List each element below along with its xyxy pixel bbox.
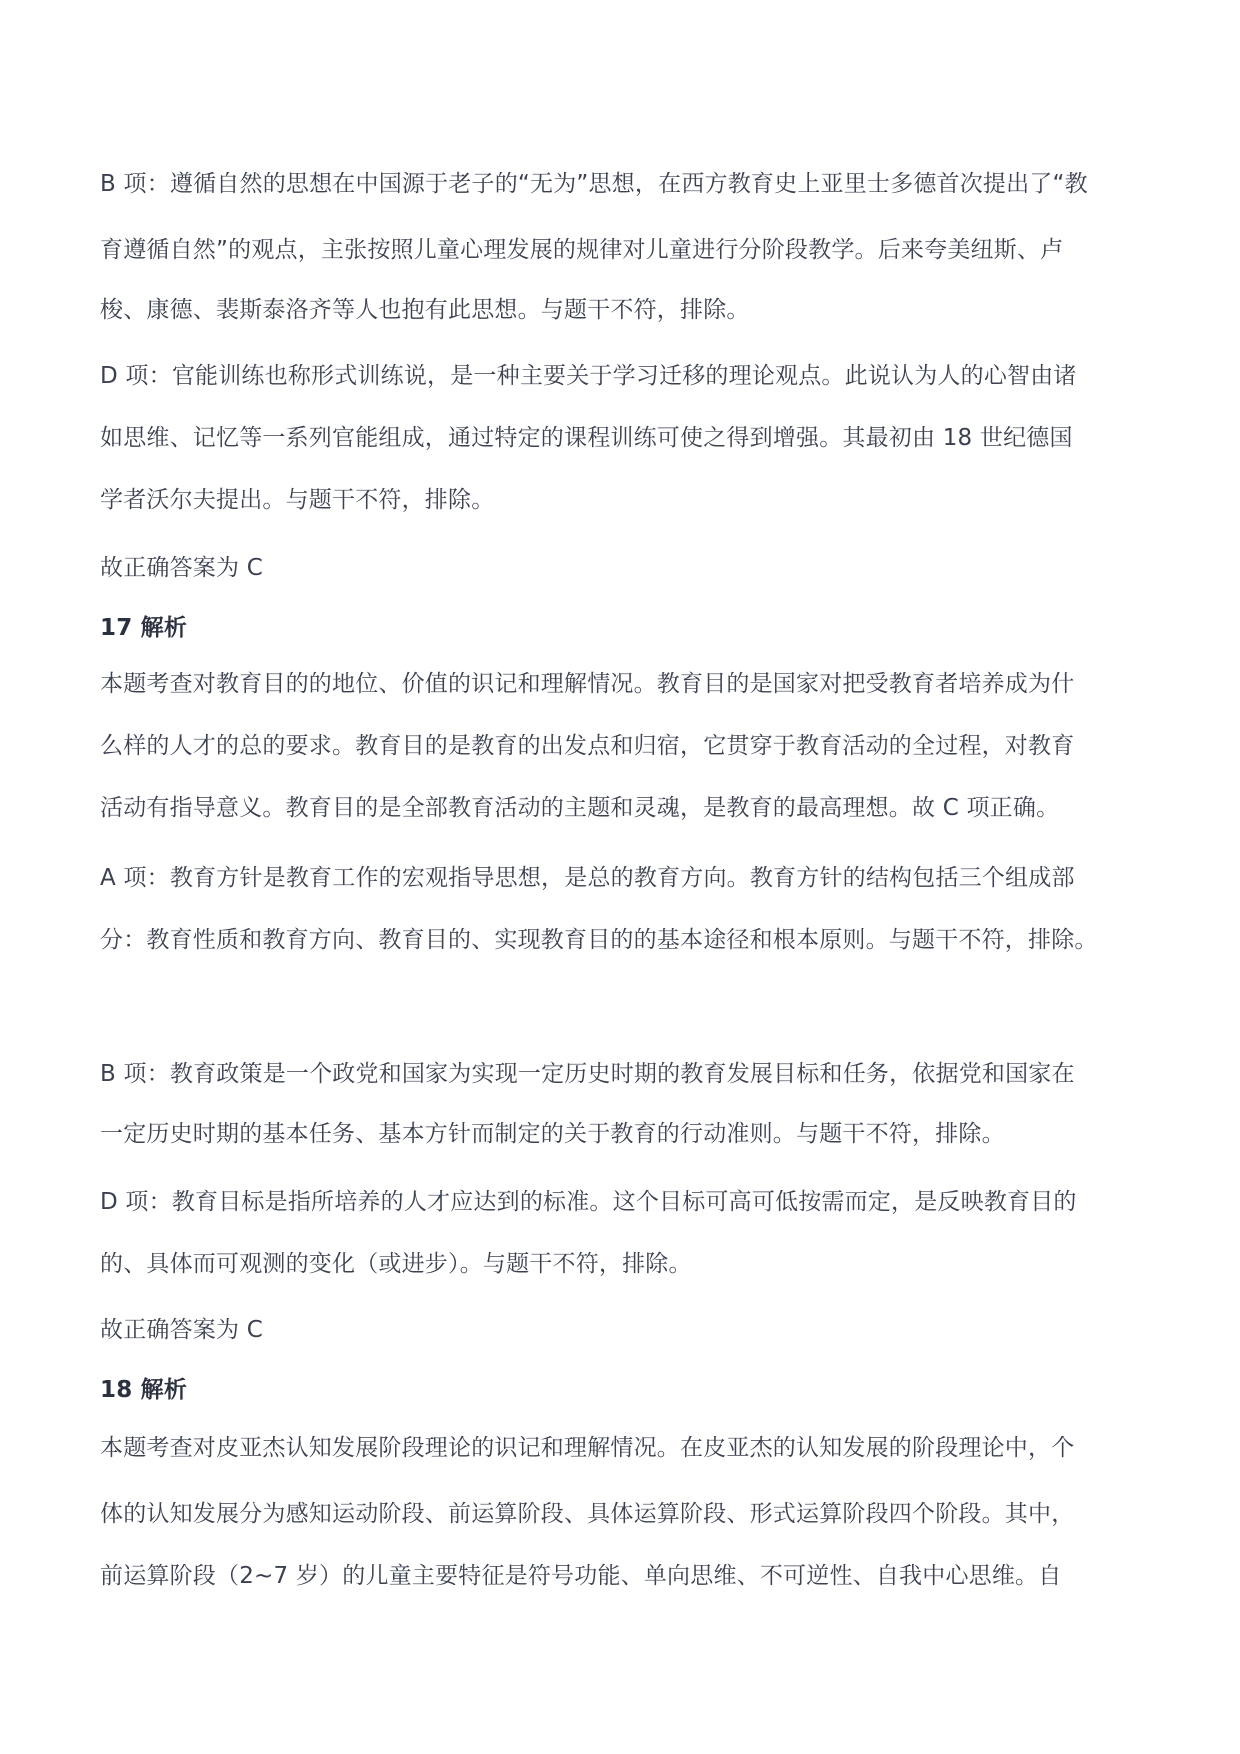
text-line: 育遵循自然”的观点，主张按照儿童心理发展的规律对儿童进行分阶段教学。后来夸美纽斯、卢 — [100, 237, 1064, 263]
text-line: D 项：教育目标是指所培养的人才应达到的标准。这个目标可高可低按需而定，是反映教育目的 — [100, 1189, 1077, 1215]
text-line: 一定历史时期的基本任务、基本方针而制定的关于教育的行动准则。与题干不符，排除。 — [100, 1121, 1005, 1147]
text-line: B 项：教育政策是一个政党和国家为实现一定历史时期的教育发展目标和任务，依据党和国家在 — [100, 1061, 1075, 1087]
answer-17: 故正确答案为 C — [100, 1317, 263, 1343]
text-line: 体的认知发展分为感知运动阶段、前运算阶段、具体运算阶段、形式运算阶段四个阶段。其中， — [100, 1501, 1075, 1527]
text-line: 前运算阶段（2~7 岁）的儿童主要特征是符号功能、单向思维、不可逆性、自我中心思维。自 — [100, 1563, 1062, 1589]
text-line: A 项：教育方针是教育工作的宏观指导思想，是总的教育方向。教育方针的结构包括三个组成部 — [100, 865, 1075, 891]
text-line: 如思维、记忆等一系列官能组成，通过特定的课程训练可使之得到增强。其最初由 18 世纪德国 — [100, 425, 1073, 451]
text-line: 活动有指导意义。教育目的是全部教育活动的主题和灵魂，是教育的最高理想。故 C 项正确。 — [100, 795, 1060, 821]
text-line: B 项：遵循自然的思想在中国源于老子的“无为”思想，在西方教育史上亚里士多德首次提出了“教 — [100, 171, 1088, 197]
text-line: 本题考查对皮亚杰认知发展阶段理论的识记和理解情况。在皮亚杰的认知发展的阶段理论中，个 — [100, 1435, 1075, 1461]
text-line: 本题考查对教育目的的地位、价值的识记和理解情况。教育目的是国家对把受教育者培养成为什 — [100, 671, 1075, 697]
heading-18-analysis: 18 解析 — [100, 1377, 188, 1403]
answer-16: 故正确答案为 C — [100, 555, 263, 581]
text-line: 梭、康德、裴斯泰洛齐等人也抱有此思想。与题干不符，排除。 — [100, 297, 750, 323]
text-line: 学者沃尔夫提出。与题干不符，排除。 — [100, 487, 495, 513]
text-line: 分：教育性质和教育方向、教育目的、实现教育目的的基本途径和根本原则。与题干不符，排除。 — [100, 927, 1098, 953]
text-line: 的、具体而可观测的变化（或进步）。与题干不符，排除。 — [100, 1251, 692, 1277]
heading-17-analysis: 17 解析 — [100, 615, 188, 641]
text-line: D 项：官能训练也称形式训练说，是一种主要关于学习迁移的理论观点。此说认为人的心智由诸 — [100, 363, 1077, 389]
text-line: 么样的人才的总的要求。教育目的是教育的出发点和归宿，它贯穿于教育活动的全过程，对教育 — [100, 733, 1075, 759]
